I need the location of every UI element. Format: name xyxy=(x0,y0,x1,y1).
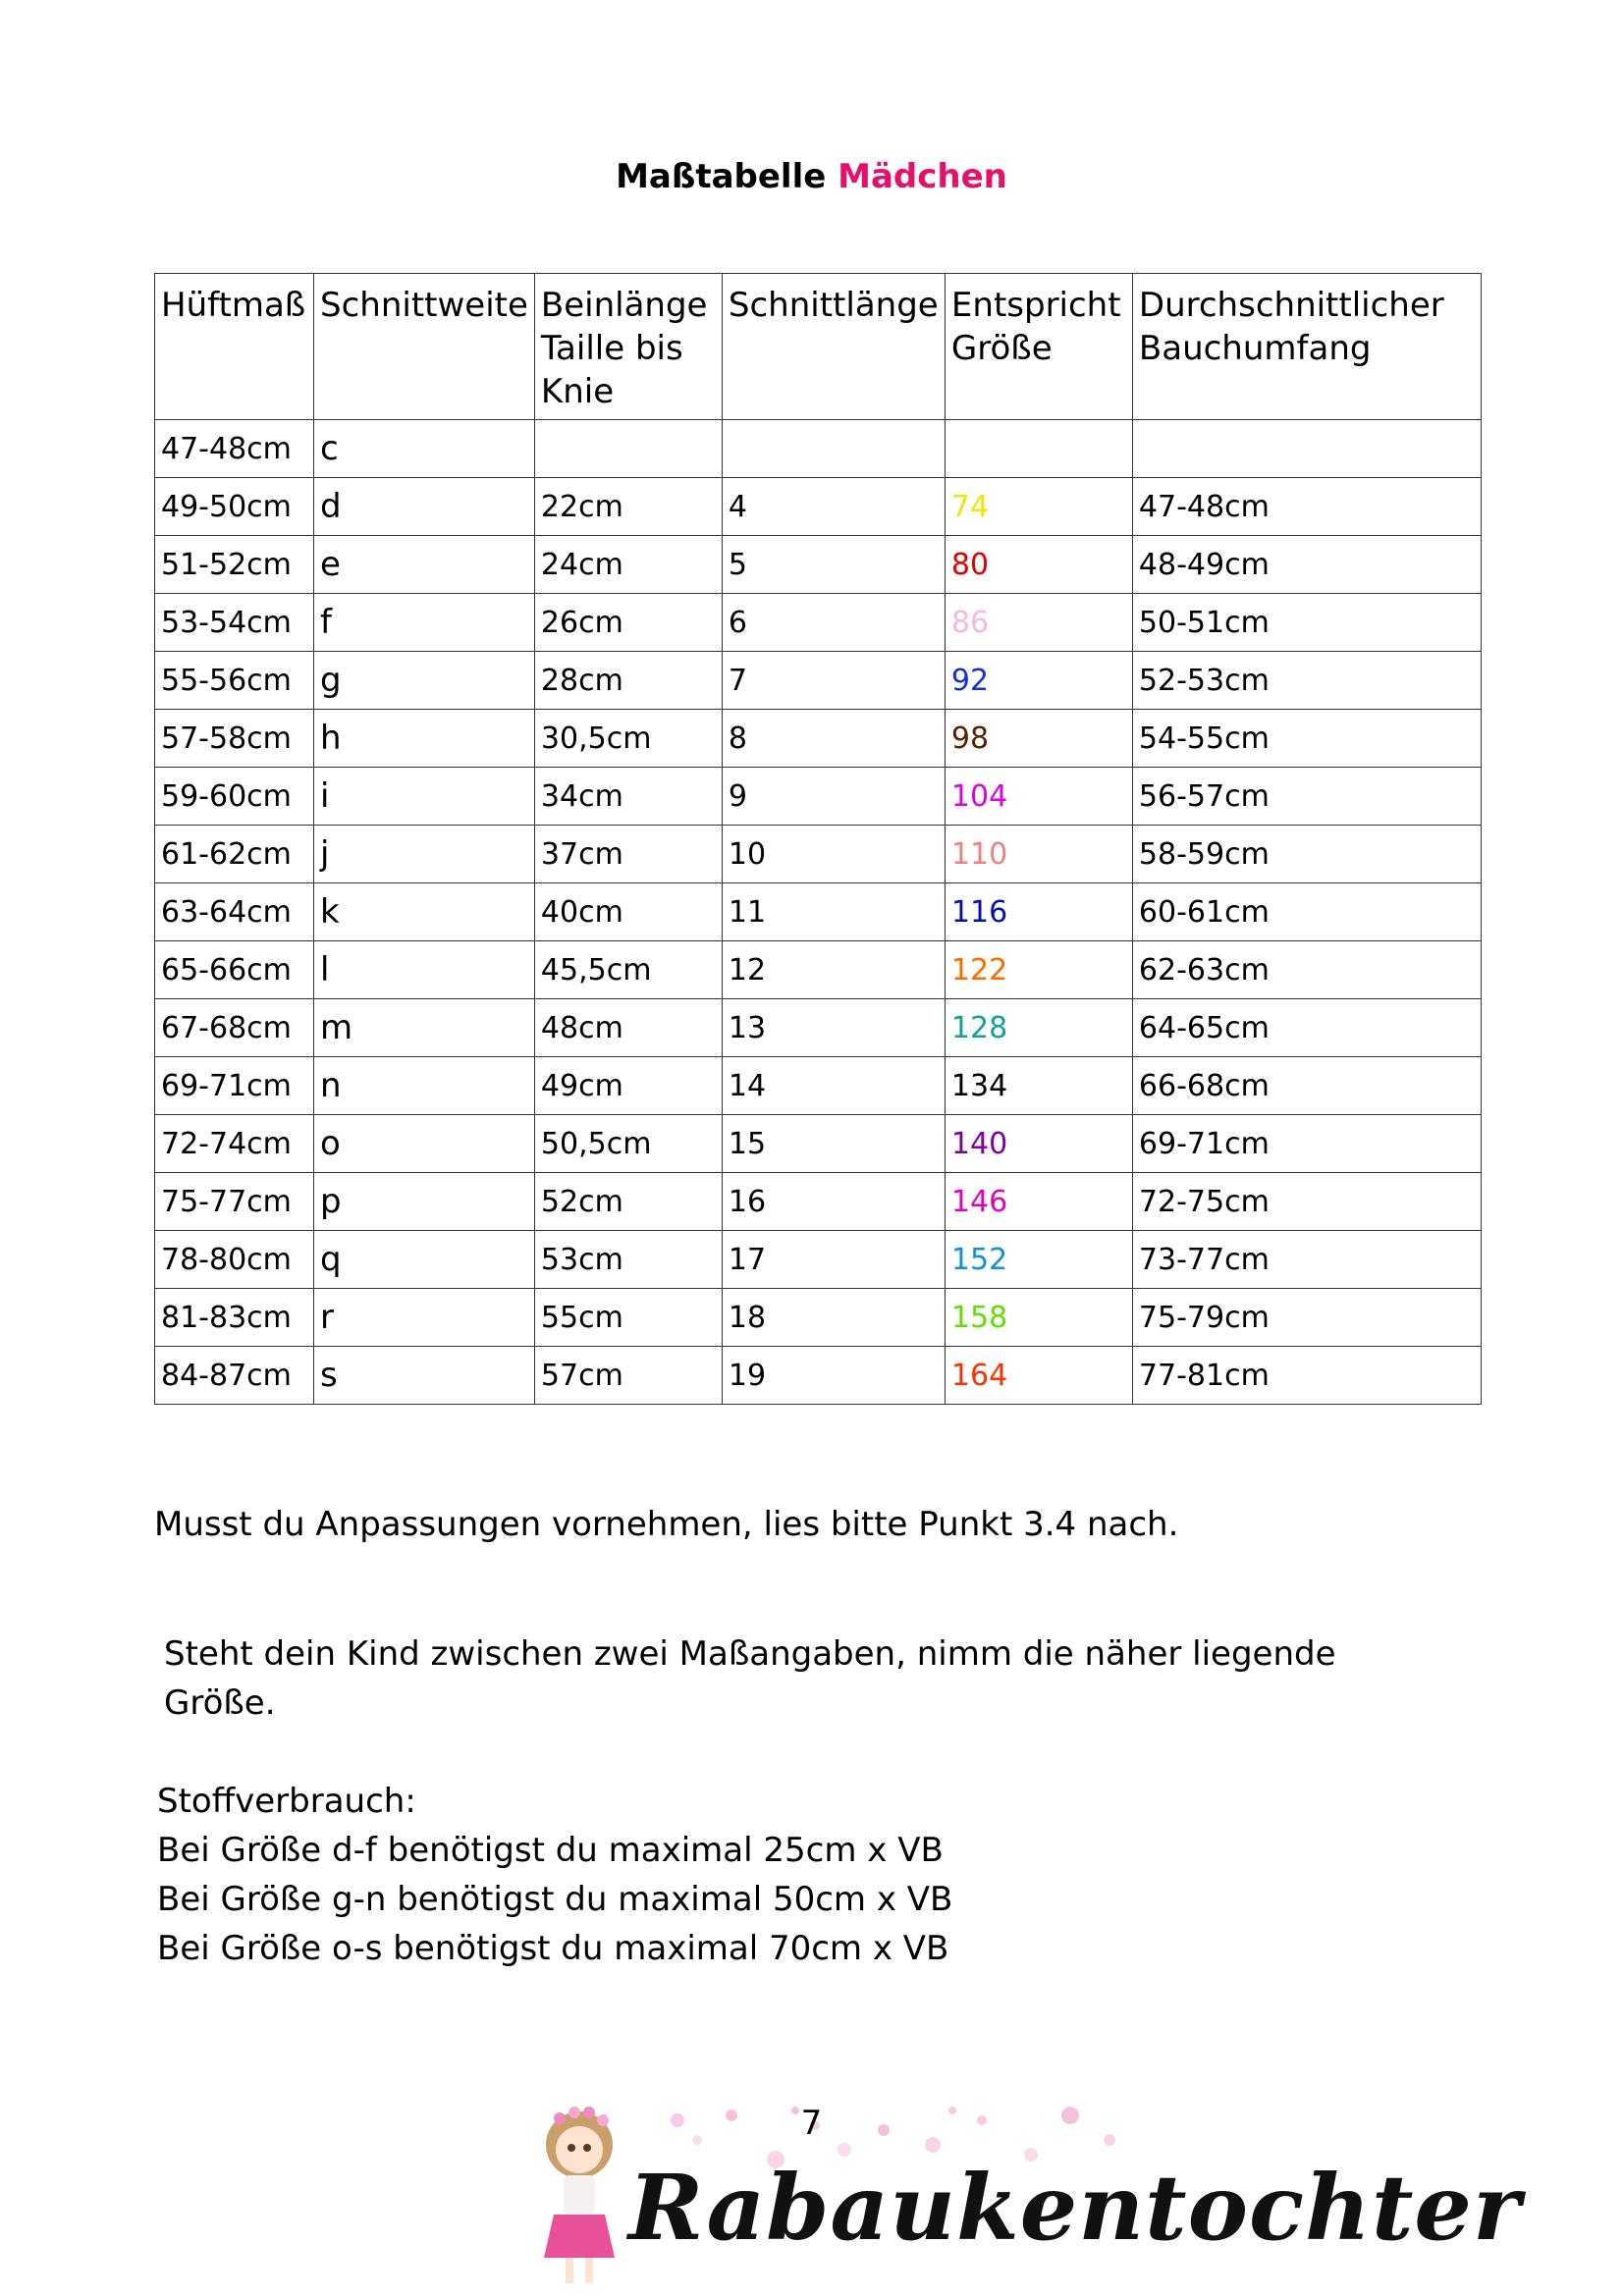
cell-size: 80 xyxy=(945,536,1132,594)
cell-cut-width: d xyxy=(314,478,535,536)
cell-size: 110 xyxy=(945,826,1132,883)
fabric-usage-line-2: Bei Größe g-n benötigst du maximal 50cm x VB xyxy=(157,1880,953,1919)
between-sizes-note xyxy=(164,1629,1440,1728)
header-leg-length: Beinlänge Taille bis Knie xyxy=(534,274,722,420)
cell-leg-length: 55cm xyxy=(534,1289,722,1347)
table-row xyxy=(155,1231,1482,1289)
cell-belly: 73-77cm xyxy=(1132,1231,1481,1289)
brand-wordmark: Rabaukentochter xyxy=(628,2155,1522,2261)
header-belly: Durchschnittlicher Bauchumfang xyxy=(1132,274,1481,420)
cell-cut-length: 5 xyxy=(722,536,945,594)
cell-size: 140 xyxy=(945,1115,1132,1173)
page-number: 7 xyxy=(800,2104,823,2143)
cell-leg-length: 57cm xyxy=(534,1347,722,1405)
cell-leg-length: 24cm xyxy=(534,536,722,594)
header-hip: Hüftmaß xyxy=(155,274,314,420)
table-row xyxy=(155,652,1482,710)
cell-size: 98 xyxy=(945,710,1132,768)
table-row xyxy=(155,420,1482,478)
cell-belly: 62-63cm xyxy=(1132,941,1481,999)
header-cut-width: Schnittweite xyxy=(314,274,535,420)
cell-hip: 49-50cm xyxy=(155,478,314,536)
cell-cut-width: k xyxy=(314,883,535,941)
cell-cut-width: g xyxy=(314,652,535,710)
cell-leg-length: 50,5cm xyxy=(534,1115,722,1173)
table-row xyxy=(155,1347,1482,1405)
cell-belly: 50-51cm xyxy=(1132,594,1481,652)
cell-cut-width: l xyxy=(314,941,535,999)
cell-belly: 56-57cm xyxy=(1132,768,1481,826)
cell-belly: 77-81cm xyxy=(1132,1347,1481,1405)
cell-belly: 66-68cm xyxy=(1132,1057,1481,1115)
cell-hip: 72-74cm xyxy=(155,1115,314,1173)
cell-cut-width: o xyxy=(314,1115,535,1173)
cell-belly: 47-48cm xyxy=(1132,478,1481,536)
table-row xyxy=(155,478,1482,536)
cell-size: 164 xyxy=(945,1347,1132,1405)
cell-cut-length: 4 xyxy=(722,478,945,536)
cell-belly: 69-71cm xyxy=(1132,1115,1481,1173)
cell-belly: 64-65cm xyxy=(1132,999,1481,1057)
cell-cut-length: 19 xyxy=(722,1347,945,1405)
cell-size: 92 xyxy=(945,652,1132,710)
fabric-usage-line-1: Bei Größe d-f benötigst du maximal 25cm x VB xyxy=(157,1831,944,1870)
cell-leg-length: 40cm xyxy=(534,883,722,941)
cell-hip: 75-77cm xyxy=(155,1173,314,1231)
cell-leg-length: 53cm xyxy=(534,1231,722,1289)
cell-cut-length: 9 xyxy=(722,768,945,826)
cell-belly xyxy=(1132,420,1481,478)
cell-cut-length: 13 xyxy=(722,999,945,1057)
cell-leg-length: 26cm xyxy=(534,594,722,652)
cell-cut-width: n xyxy=(314,1057,535,1115)
cell-cut-width: r xyxy=(314,1289,535,1347)
cell-hip: 47-48cm xyxy=(155,420,314,478)
table-row xyxy=(155,999,1482,1057)
cell-leg-length: 34cm xyxy=(534,768,722,826)
table-row xyxy=(155,1115,1482,1173)
cell-cut-length: 16 xyxy=(722,1173,945,1231)
cell-cut-width: s xyxy=(314,1347,535,1405)
cell-hip: 57-58cm xyxy=(155,710,314,768)
header-cut-length: Schnittlänge xyxy=(722,274,945,420)
fabric-usage-title: Stoffverbrauch: xyxy=(157,1782,416,1821)
cell-size: 134 xyxy=(945,1057,1132,1115)
cell-size: 116 xyxy=(945,883,1132,941)
cell-leg-length: 30,5cm xyxy=(534,710,722,768)
cell-leg-length: 49cm xyxy=(534,1057,722,1115)
cell-hip: 84-87cm xyxy=(155,1347,314,1405)
cell-cut-length xyxy=(722,420,945,478)
cell-size: 74 xyxy=(945,478,1132,536)
size-table xyxy=(154,273,1482,1405)
cell-cut-length: 7 xyxy=(722,652,945,710)
cell-belly: 72-75cm xyxy=(1132,1173,1481,1231)
cell-cut-length: 6 xyxy=(722,594,945,652)
table-row xyxy=(155,826,1482,883)
cell-size: 146 xyxy=(945,1173,1132,1231)
cell-leg-length: 28cm xyxy=(534,652,722,710)
cell-leg-length: 52cm xyxy=(534,1173,722,1231)
cell-cut-length: 17 xyxy=(722,1231,945,1289)
cell-belly: 60-61cm xyxy=(1132,883,1481,941)
header-size: Entspricht Größe xyxy=(945,274,1132,420)
cell-leg-length xyxy=(534,420,722,478)
cell-cut-width: h xyxy=(314,710,535,768)
adjustment-note: Musst du Anpassungen vornehmen, lies bitte Punkt 3.4 nach. xyxy=(154,1505,1179,1544)
table-row xyxy=(155,768,1482,826)
table-row xyxy=(155,941,1482,999)
between-sizes-line-2: Größe. xyxy=(164,1683,276,1723)
table-row xyxy=(155,710,1482,768)
cell-hip: 78-80cm xyxy=(155,1231,314,1289)
cell-cut-length: 14 xyxy=(722,1057,945,1115)
cell-size: 158 xyxy=(945,1289,1132,1347)
fabric-usage-line-3: Bei Größe o-s benötigst du maximal 70cm x VB xyxy=(157,1929,949,1968)
cell-cut-length: 18 xyxy=(722,1289,945,1347)
cell-cut-width: j xyxy=(314,826,535,883)
cell-hip: 69-71cm xyxy=(155,1057,314,1115)
cell-leg-length: 37cm xyxy=(534,826,722,883)
cell-size: 128 xyxy=(945,999,1132,1057)
cell-size: 104 xyxy=(945,768,1132,826)
cell-cut-width: c xyxy=(314,420,535,478)
table-row xyxy=(155,1173,1482,1231)
table-header-row xyxy=(155,274,1482,420)
cell-hip: 55-56cm xyxy=(155,652,314,710)
cell-belly: 54-55cm xyxy=(1132,710,1481,768)
cell-hip: 65-66cm xyxy=(155,941,314,999)
cell-size: 122 xyxy=(945,941,1132,999)
cell-size xyxy=(945,420,1132,478)
cell-hip: 61-62cm xyxy=(155,826,314,883)
cell-hip: 67-68cm xyxy=(155,999,314,1057)
cell-hip: 81-83cm xyxy=(155,1289,314,1347)
cell-leg-length: 48cm xyxy=(534,999,722,1057)
fabric-usage xyxy=(157,1777,952,1973)
table-row xyxy=(155,594,1482,652)
cell-cut-width: p xyxy=(314,1173,535,1231)
table-row xyxy=(155,1289,1482,1347)
cell-hip: 59-60cm xyxy=(155,768,314,826)
cell-belly: 48-49cm xyxy=(1132,536,1481,594)
table-row xyxy=(155,1057,1482,1115)
cell-leg-length: 22cm xyxy=(534,478,722,536)
cell-leg-length: 45,5cm xyxy=(534,941,722,999)
cell-cut-width: f xyxy=(314,594,535,652)
cell-cut-width: e xyxy=(314,536,535,594)
cell-belly: 58-59cm xyxy=(1132,826,1481,883)
cell-cut-length: 10 xyxy=(722,826,945,883)
cell-hip: 53-54cm xyxy=(155,594,314,652)
cell-cut-width: m xyxy=(314,999,535,1057)
cell-cut-length: 8 xyxy=(722,710,945,768)
title-prefix: Maßtabelle xyxy=(616,157,827,196)
cell-size: 152 xyxy=(945,1231,1132,1289)
table-row xyxy=(155,883,1482,941)
title-accent: Mädchen xyxy=(838,157,1007,196)
cell-hip: 51-52cm xyxy=(155,536,314,594)
cell-belly: 52-53cm xyxy=(1132,652,1481,710)
cell-cut-length: 11 xyxy=(722,883,945,941)
cell-belly: 75-79cm xyxy=(1132,1289,1481,1347)
cell-cut-length: 12 xyxy=(722,941,945,999)
cell-cut-width: q xyxy=(314,1231,535,1289)
cell-size: 86 xyxy=(945,594,1132,652)
cell-cut-width: i xyxy=(314,768,535,826)
table-row xyxy=(155,536,1482,594)
page-title xyxy=(0,157,1623,196)
cell-cut-length: 15 xyxy=(722,1115,945,1173)
cell-hip: 63-64cm xyxy=(155,883,314,941)
between-sizes-line-1: Steht dein Kind zwischen zwei Maßangaben, nimm die näher liegende xyxy=(164,1634,1336,1674)
